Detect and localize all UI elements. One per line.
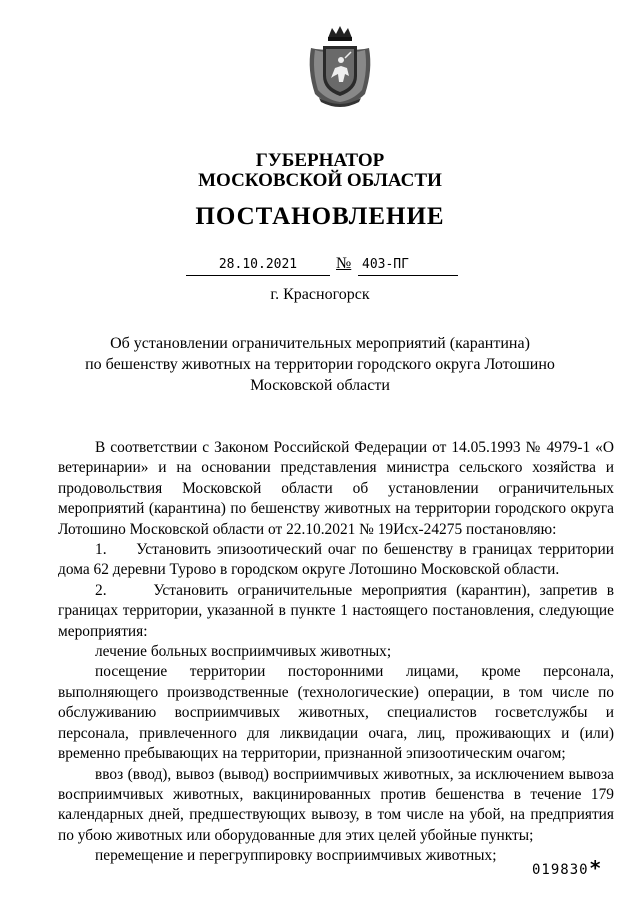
city-name: г. Красногорск [270, 286, 370, 303]
clause-2-paragraph: 2. Установить ограничительные мероприятия (карантин), запретив в границах территории, указанной в пункте 1 настоящего постановления, следующие мероприятия: [58, 581, 614, 640]
subject-line: Об установлении ограничительных мероприятий (карантина) [110, 335, 530, 352]
document-body [58, 438, 614, 867]
restriction-item: посещение территории посторонними лицами, кроме персонала, выполняющего производственные (технологические) операции, в том числе по обслуживанию восприимчивых животных, специалистов госветслужбы и персонала, привлеченного для ликвидации очага, лиц, проживающих и (или) временно пребывающих на территории, признанной эпизоотическим очагом; [58, 663, 614, 763]
authority-title-line-2: МОСКОВСКОЙ ОБЛАСТИ [198, 170, 442, 191]
coat-of-arms-emblem [305, 24, 375, 108]
date-underline [186, 275, 330, 276]
document-serial-code: 019830 [532, 862, 589, 878]
subject-line: Московской области [250, 377, 390, 394]
document-number: 403-ПГ [362, 257, 409, 272]
asterisk-mark: * [590, 856, 601, 880]
document-subject [0, 333, 640, 396]
number-underline [358, 275, 458, 276]
restriction-item: лечение больных восприимчивых животных; [95, 643, 392, 661]
document-type-title: ПОСТАНОВЛЕНИЕ [195, 203, 445, 230]
clause-1-paragraph: 1. Установить эпизоотический очаг по бешенству в границах территории дома 62 деревни Турово в городском округе Лотошино Московской области. [58, 541, 614, 579]
restriction-item: перемещение и перегруппировку восприимчивых животных; [95, 847, 497, 865]
authority-title-line-1: ГУБЕРНАТОР [255, 150, 385, 171]
document-date: 28.10.2021 [218, 257, 298, 272]
subject-line: по бешенству животных на территории городского округа Лотошино [85, 356, 555, 373]
number-sign: № [336, 255, 352, 272]
registration-line [0, 255, 640, 279]
restriction-item: ввоз (ввод), вывоз (вывод) восприимчивых животных, за исключением вывоза восприимчивых животных, вакцинированных против бешенства в течение 179 календарных дней, предшествующих вывозу, в том числе на убой, на предприятия по убою животных или оборудованные для этих целей убойные пункты; [58, 765, 614, 844]
preamble-paragraph: В соответствии с Законом Российской Федерации от 14.05.1993 № 4979-1 «О ветеринарии» и на основании представления министра сельского хозяйства и продовольствия Московской области об установлении ограничительных мероприятий (карантина) по бешенству животных на территории городского округа Лотошино Московской области от 22.10.2021 № 19Исх-24275 постановляю: [58, 439, 614, 538]
